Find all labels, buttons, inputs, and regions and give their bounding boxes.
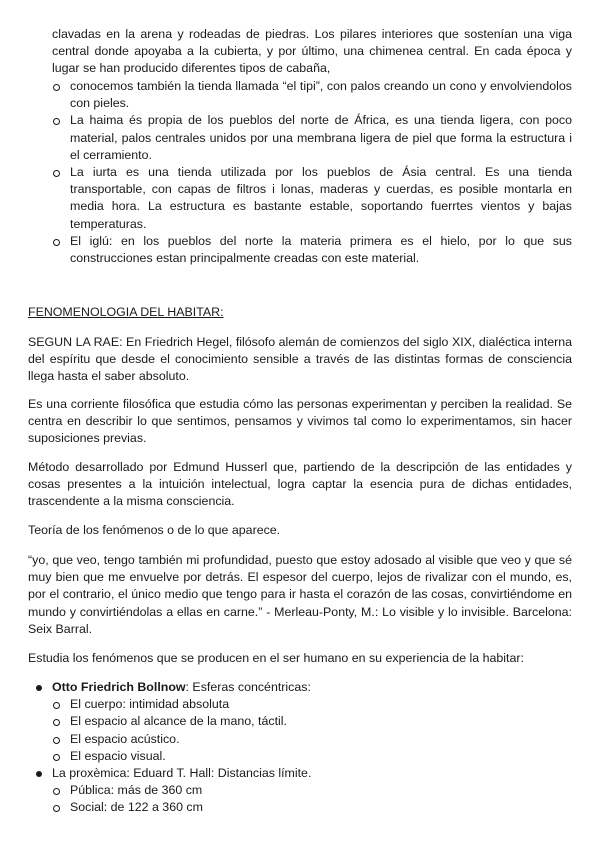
hut-types-list [52, 78, 572, 267]
sublist-item: El espacio al alcance de la mano, táctil. [52, 713, 556, 730]
sublist-item: Social: de 122 a 360 cm [52, 799, 556, 816]
sublist-item: El cuerpo: intimidad absoluta [52, 696, 556, 713]
list-item-iglu: El iglú: en los pueblos del norte la materia primera es el hielo, por lo que sus construcciones estan principalmente creadas con este material. [52, 233, 572, 267]
paragraph-rae: SEGUN LA RAE: En Friedrich Hegel, filósofo alemán de comienzos del siglo XIX, dialéctica interna del espíritu que desde el conocimiento sensible a través de las distintas formas de consciencia llega hasta el saber absoluto. [28, 335, 572, 384]
intro-paragraph: clavadas en la arena y rodeadas de piedras. Los pilares interiores que sostenían una viga central donde apoyaba a la cubierta, y por último, una chimenea central. En cada época y lugar se han producido diferentes tipos de cabaña, [52, 27, 572, 76]
list-item-proxemica: La proxèmica: Eduard T. Hall: Distancias límite. [36, 765, 556, 782]
bollnow-description: : Esferas concéntricas: [185, 680, 311, 694]
bollnow-sublist [52, 696, 556, 765]
paragraph-definition: Es una corriente filosófica que estudia cómo las personas experimentan y perciben la realidad. Se centra en describir lo que sentimos, pensamos y vivimos tal como lo experimentamos, sin hacer suposiciones previas. [28, 397, 572, 446]
list-item-haima: La haima és propia de los pueblos del norte de África, es una tienda ligera, con poco material, palos centrales unidos por una membrana ligera de piel que forma la estructura i el cerramiento. [52, 112, 572, 164]
section-heading: FENOMENOLOGIA DEL HABITAR: [28, 305, 224, 319]
sublist-item: Pública: más de 360 cm [52, 782, 556, 799]
list-item-iurta: La iurta es una tienda utilizada por los pueblos de Ásia central. Es una tienda transportable, con capas de filtros i lonas, maderas y cuerdas, es posible montarla en media hora. La estructura es bastante estable, soportando fuerrtes vientos y bajas temperaturas. [52, 164, 572, 233]
paragraph-theory: Teoría de los fenómenos o de lo que aparece. [28, 523, 281, 537]
list-item-bollnow [36, 679, 556, 696]
paragraph-intro-list: Estudia los fenómenos que se producen en el ser humano en su experiencia de la habitar: [28, 651, 524, 665]
bollnow-name: Otto Friedrich Bollnow [52, 680, 186, 694]
proxemica-sublist [52, 782, 556, 816]
paragraph-quote: “yo, que veo, tengo también mi profundidad, puesto que estoy adosado al visible que veo y que sé muy bien que me envuelve por detrás. El espesor del cuerpo, lejos de rivalizar con el mundo, es, por el contrario, el único medio que tengo para ir hasta el corazón de las cosas, convirtiéndome en mundo y convirtiéndolas a ellas en carne.” - Merleau-Ponty, M.: Lo visible y lo invisible. Barcelona: Seix Barral. [28, 553, 572, 636]
list-item-tipi: conocemos también la tienda llamada “el tipi”, con palos creando un cono y envolviendolos con pieles. [52, 78, 572, 112]
sublist-item: El espacio visual. [52, 748, 556, 765]
sublist-item: El espacio acústico. [52, 731, 556, 748]
paragraph-husserl: Método desarrollado por Edmund Husserl que, partiendo de la descripción de las entidades y cosas presentes a la intuición intelectual, logra captar la esencia pura de dichas entidades, trascendente a la misma consciencia. [28, 460, 572, 509]
phenomena-list [36, 679, 556, 817]
